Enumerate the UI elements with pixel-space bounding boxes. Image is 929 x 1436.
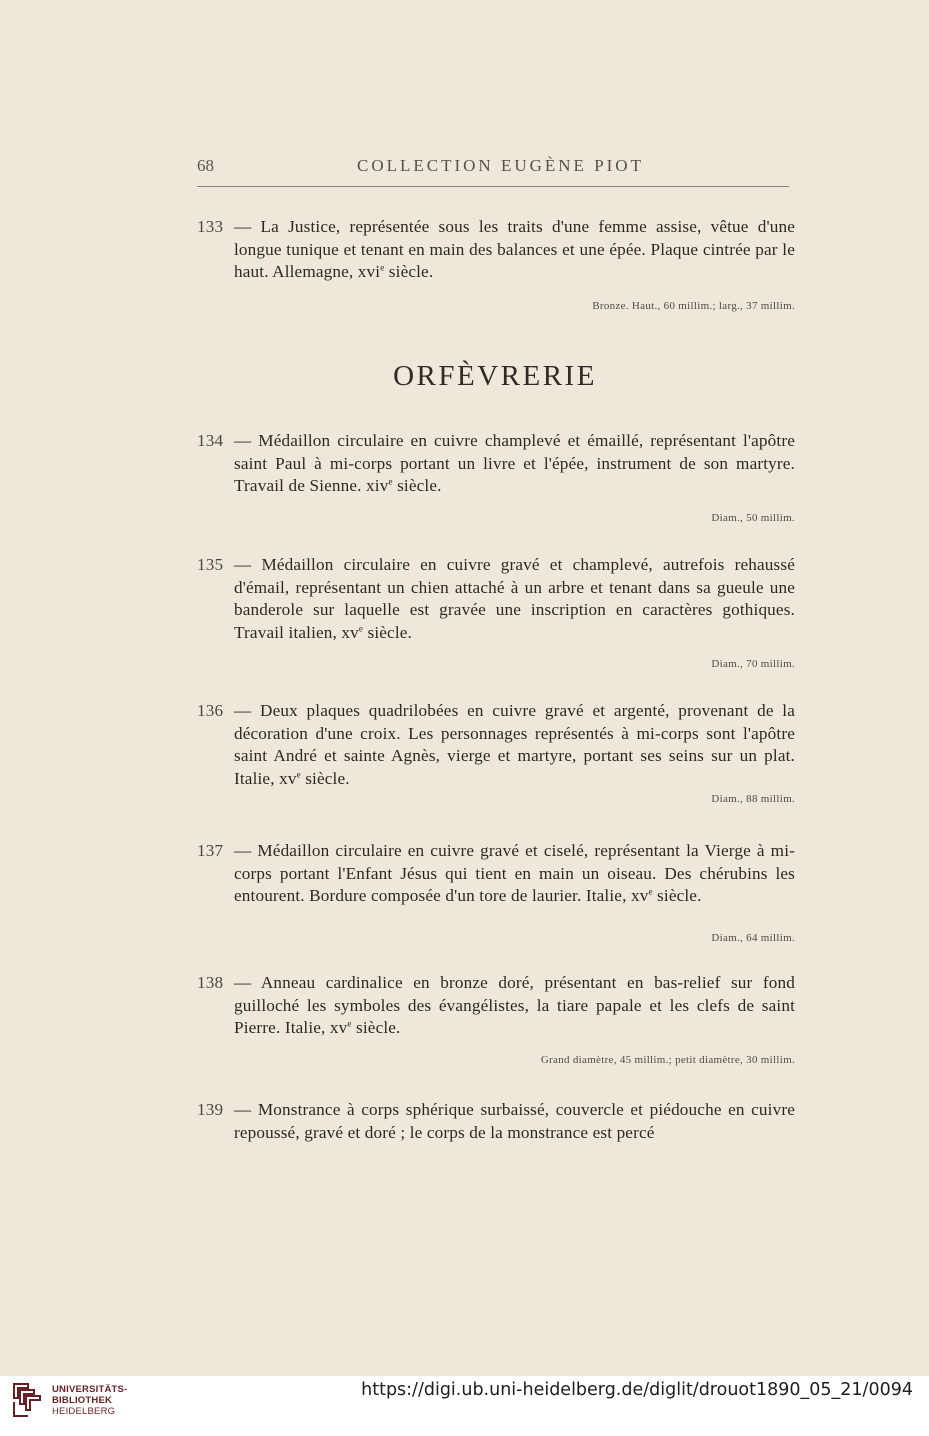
entry-dimensions: Diam., 88 millim. [711,793,795,805]
entry-tail: siècle. [652,886,702,906]
entry-line: — Monstrance à corps sphérique surbaissé, couvercle et piédouche en [234,1100,745,1119]
entry-line: Vierge à mi-corps portant l'Enfant Jésus qui tient en main un oiseau. [234,841,795,883]
entry-line: Italie, xv [585,886,649,906]
century-superscript: e [380,262,385,273]
entry-line: — Deux plaques quadrilobées en cuivre gravé et argenté, provenant [234,701,749,720]
entry-dimensions: Diam., 70 millim. [711,658,795,670]
page-number: 68 [197,156,214,175]
library-name-line: HEIDELBERG [52,1406,116,1417]
entry-tail: siècle. [384,262,434,282]
library-name-line: UNIVERSITÄTS- [52,1384,128,1395]
entry-number: 138 [197,973,224,992]
century-superscript: e [296,769,301,780]
entry-line: fond guilloché les symboles des évangélistes, la tiare papale et les [234,973,796,1015]
university-library-logo-icon [10,1380,46,1420]
permalink-url[interactable]: https://digi.ub.uni-heidelberg.de/diglit/drouot1890_05_21/0094 [361,1380,913,1400]
library-name [52,1384,127,1417]
entry-text [197,972,795,1040]
century-superscript: e [347,1018,352,1029]
entry-line: — Médaillon circulaire en cuivre champlevé et émaillé, représentant [234,431,737,450]
entry-line: dans sa gueule une banderole sur laquelle est gravée une inscription [234,577,796,620]
section-title: ORFÈVRERIE [393,360,597,392]
entry-line: clefs de saint Pierre. Italie, xv [234,995,795,1038]
entry-tail: siècle. [392,476,442,496]
century-superscript: e [388,476,393,487]
entry-line: l'apôtre saint Paul à mi-corps portant un livre et l'épée, instrument [234,431,795,473]
entry-text [197,216,795,284]
century-superscript: e [358,623,364,634]
entry-tail: siècle. [363,622,412,642]
catalog-entry-133 [197,216,795,312]
catalog-entry-136 [197,700,795,805]
entry-line: — La Justice, représentée sous les traits d'une femme assise, vêtue [234,217,749,236]
catalog-entry-135 [197,554,796,670]
library-name-line: BIBLIOTHEK [52,1395,113,1406]
entry-line: sont l'apôtre saint André et sainte Agnès, vierge et martyre, portant [234,723,795,766]
running-head [0,156,929,180]
entry-line: ses seins sur un plat. Italie, xv [234,746,795,788]
entry-line: cuivre repoussé, gravé et doré ; le corps de la monstrance est percé [234,1100,795,1142]
entry-number: 139 [197,1100,224,1119]
entry-line: rehaussé d'émail, représentant un chien attaché à un arbre et tenant [234,555,795,597]
entry-dimensions: Grand diamètre, 45 millim.; petit diamètre, 30 millim. [540,1054,795,1066]
entry-text [197,1099,795,1144]
entry-line: Plaque cintrée par le haut. Allemagne, xvi [234,239,795,282]
entry-text [197,700,795,790]
entry-dimensions: Diam., 64 millim. [711,932,795,944]
entry-number: 134 [197,431,224,450]
entry-number: 136 [197,701,224,720]
entry-line: d'une longue tunique et tenant en main des balances et une épée. [234,217,795,259]
entry-line: — Médaillon circulaire en cuivre gravé et champlevé, autrefois [234,555,725,574]
entry-tail: siècle. [351,1018,401,1038]
catalog-entry-138 [197,972,796,1066]
entry-text [197,840,795,908]
header-rule [197,186,789,187]
entry-text [197,554,795,644]
entry-number: 137 [197,841,224,860]
catalog-entry-139 [197,1099,795,1144]
running-title: COLLECTION EUGÈNE PIOT [357,156,644,175]
entry-number: 133 [197,217,224,236]
entry-dimensions: Diam., 50 millim. [711,512,795,524]
entry-line: de son martyre. Travail de Sienne. xiv [234,453,795,496]
entry-number: 135 [197,555,224,574]
entry-line: de la décoration d'une croix. Les personnages représentés à mi-corps [234,701,795,743]
entry-line: — Médaillon circulaire en cuivre gravé et ciselé, représentant la [234,841,699,860]
entry-tail: siècle. [300,768,350,788]
catalog-entry-134 [197,430,795,524]
century-superscript: e [648,886,653,897]
entry-line: en caractères gothiques. Travail italien, xv [234,600,795,642]
entry-text [197,430,795,498]
entry-line: Des chérubins les entourent. Bordure composée d'un tore de laurier. [234,863,796,906]
entry-dimensions: Bronze. Haut., 60 millim.; larg., 37 millim. [592,300,795,312]
catalog-entry-137 [197,840,796,944]
entry-line: — Anneau cardinalice en bronze doré, présentant en bas-relief sur [234,973,753,992]
